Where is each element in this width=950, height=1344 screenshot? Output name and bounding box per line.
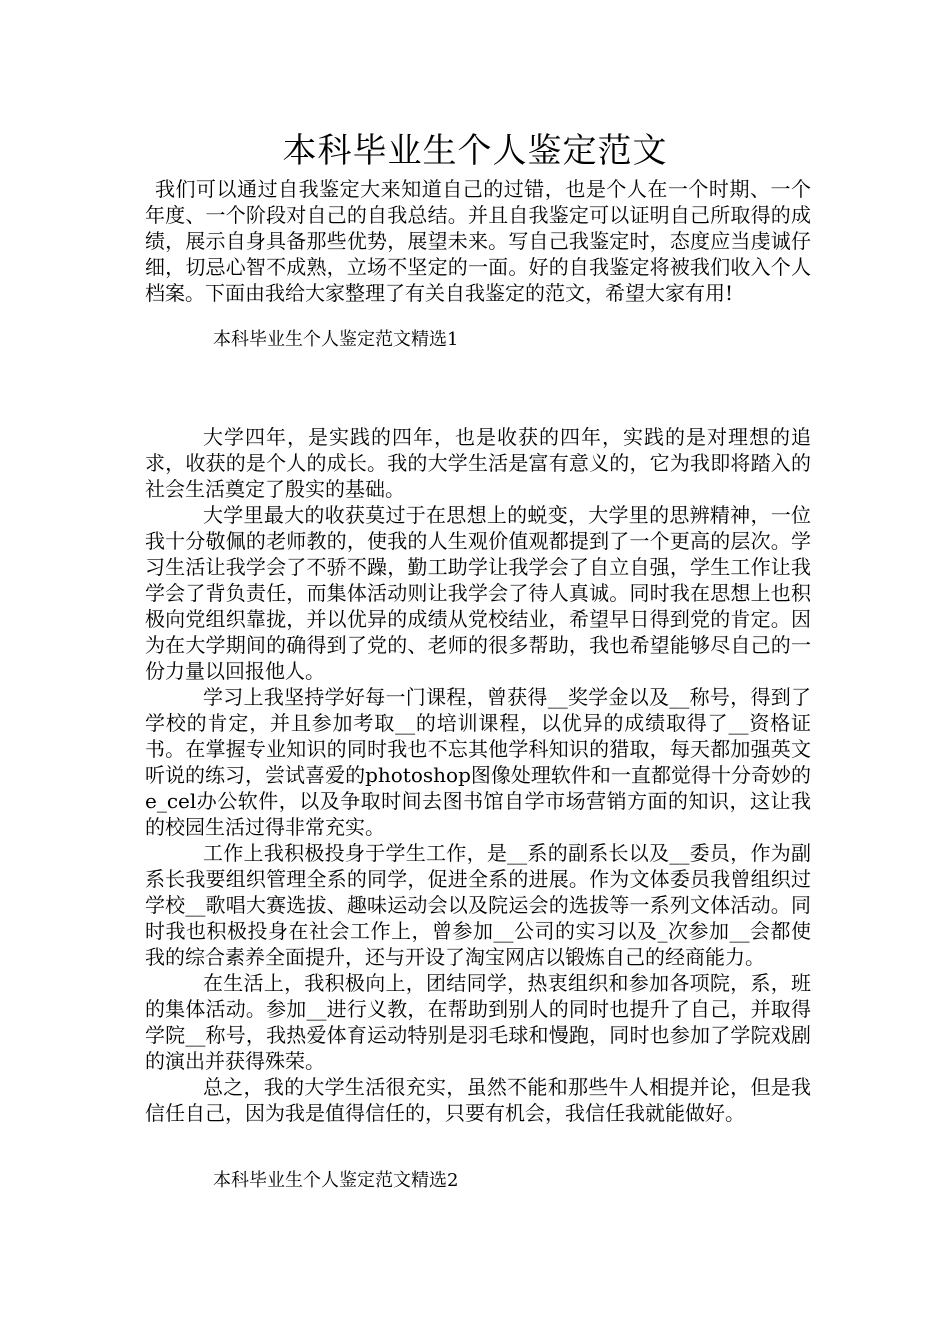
document-title: 本科毕业生个人鉴定范文 (282, 131, 668, 171)
section-1-body (145, 424, 811, 1126)
section-heading-2: 本科毕业生个人鉴定范文精选2 (213, 1170, 459, 1191)
body-paragraph: 总之，我的大学生活很充实，虽然不能和那些牛人相提并论，但是我信任自己，因为我是值得信任的，只要有机会，我信任我就能做好。 (145, 1075, 811, 1125)
body-paragraph: 在生活上，我积极向上，团结同学，热衷组织和参加各项院，系，班的集体活动。参加__进行义教，在帮助到别人的同时也提升了自己，并取得学院__称号，我热爱体育运动特别是羽毛球和慢跑，同时也参加了学院戏剧的演出并获得殊荣。 (145, 971, 811, 1073)
body-paragraph: 工作上我积极投身于学生工作，是__系的副系长以及__委员，作为副系长我要组织管理全系的同学，促进全系的进展。作为文体委员我曾组织过学校__歌唱大赛选拔、趣味运动会以及院运会的选拔等一系列文体活动。同时我也积极投身在社会工作上，曾参加__公司的实习以及_次参加__会都使我的综合素养全面提升，还与开设了淘宝网店以锻炼自己的经商能力。 (145, 841, 811, 969)
body-paragraph: 大学四年，是实践的四年，也是收获的四年，实践的是对理想的追求，收获的是个人的成长。我的大学生活是富有意义的，它为我即将踏入的社会生活奠定了殷实的基础。 (145, 425, 811, 501)
section-heading-1: 本科毕业生个人鉴定范文精选1 (213, 329, 459, 350)
intro-paragraph: 我们可以通过自我鉴定大来知道自己的过错，也是个人在一个时期、一个年度、一个阶段对自己的自我总结。并且自我鉴定可以证明自己所取得的成绩，展示自身具备那些优势，展望未来。写自己我鉴定时，态度应当虔诚仔细，切忌心智不成熟，立场不坚定的一面。好的自我鉴定将被我们收入个人档案。下面由我给大家整理了有关自我鉴定的范文，希望大家有用! (145, 177, 811, 305)
body-paragraph: 学习上我坚持学好每一门课程，曾获得__奖学金以及__称号，得到了学校的肯定，并且参加考取__的培训课程，以优异的成绩取得了__资格证书。在掌握专业知识的同时我也不忘其他学科知识的猎取，每天都加强英文听说的练习，尝试喜爱的photoshop图像处理软件和一直都觉得十分奇妙的e_cel办公软件，以及争取时间去图书馆自学市场营销方面的知识，这让我的校园生活过得非常充实。 (145, 685, 811, 839)
body-paragraph: 大学里最大的收获莫过于在思想上的蜕变，大学里的思辨精神，一位我十分敬佩的老师教的，使我的人生观价值观都提到了一个更高的层次。学习生活让我学会了不骄不躁，勤工助学让我学会了自立自强，学生工作让我学会了背负责任，而集体活动则让我学会了待人真诚。同时我在思想上也积极向党组织靠拢，并以优异的成绩从党校结业，希望早日得到党的肯定。因为在大学期间的确得到了党的、老师的很多帮助，我也希望能够尽自己的一份力量以回报他人。 (145, 503, 811, 683)
